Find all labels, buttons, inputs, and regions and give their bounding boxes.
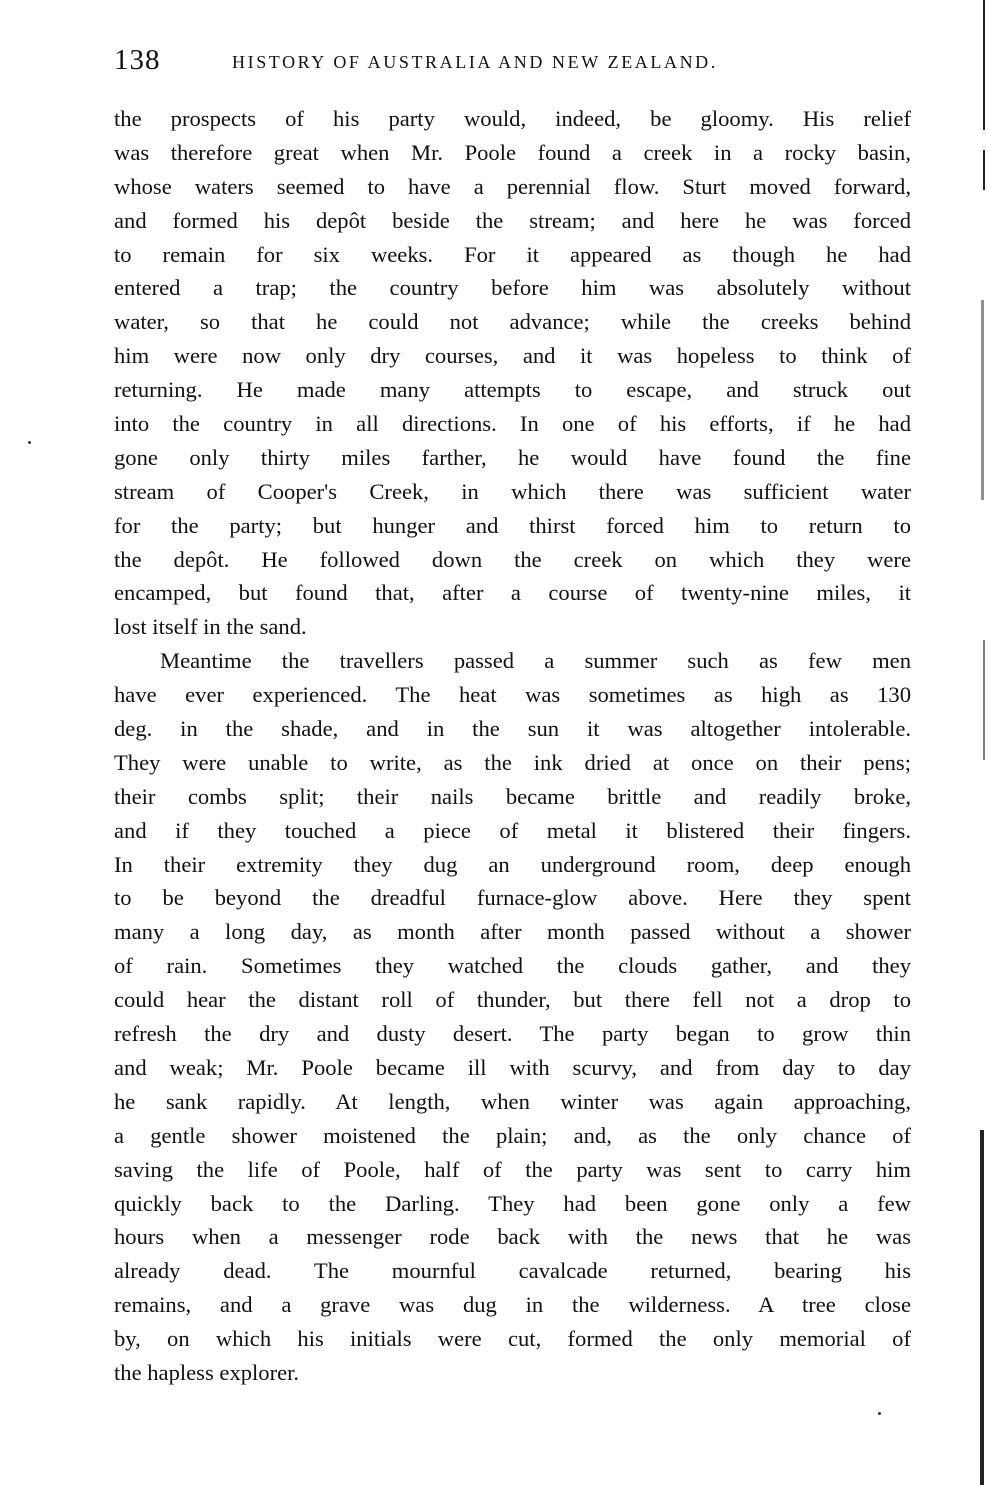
text-line: was therefore great when Mr. Poole found a creek in a rocky basin, bbox=[114, 139, 911, 165]
text-line: many a long day, as month after month passed without a shower bbox=[114, 919, 911, 945]
text-line: whose waters seemed to have a perennial flow. Sturt moved forward, bbox=[114, 173, 911, 199]
text-line: their combs split; their nails became brittle and readily broke, bbox=[114, 783, 911, 809]
text-line: gone only thirty miles farther, he would have found the fine bbox=[114, 444, 911, 470]
text-line: refresh the dry and dusty desert. The party began to grow thin bbox=[114, 1021, 911, 1047]
text-line: and if they touched a piece of metal it blistered their fingers. bbox=[114, 817, 911, 843]
text-line: to be beyond the dreadful furnace-glow above. Here they spent bbox=[114, 885, 911, 911]
text-line: could hear the distant roll of thunder, but there fell not a drop to bbox=[114, 987, 911, 1013]
text-line: They were unable to write, as the ink dried at once on their pens; bbox=[114, 749, 911, 775]
text-line: hours when a messenger rode back with the news that he was bbox=[114, 1224, 911, 1250]
text-line: him were now only dry courses, and it was hopeless to think of bbox=[114, 343, 911, 369]
text-line: water, so that he could not advance; while the creeks behind bbox=[114, 309, 911, 335]
text-line: to remain for six weeks. For it appeared as though he had bbox=[114, 241, 911, 267]
text-line: of rain. Sometimes they watched the clouds gather, and they bbox=[114, 953, 911, 979]
text-line: have ever experienced. The heat was sometimes as high as 130 bbox=[114, 682, 911, 708]
text-line: In their extremity they dug an underground room, deep enough bbox=[114, 851, 911, 877]
text-line: encamped, but found that, after a course of twenty-nine miles, it bbox=[114, 580, 911, 606]
running-title: HISTORY OF AUSTRALIA AND NEW ZEALAND. bbox=[232, 52, 718, 72]
text-line: remains, and a grave was dug in the wilderness. A tree close bbox=[114, 1292, 911, 1318]
text-line: lost itself in the sand. bbox=[114, 614, 307, 640]
text-line: into the country in all directions. In one of his efforts, if he had bbox=[114, 411, 911, 437]
text-line: he sank rapidly. At length, when winter was again approaching, bbox=[114, 1088, 911, 1114]
text-line: returning. He made many attempts to escape, and struck out bbox=[114, 377, 911, 403]
ink-speck bbox=[28, 441, 31, 444]
body-text bbox=[114, 102, 911, 1390]
scanned-page-edge bbox=[979, 0, 985, 1485]
text-line: stream of Cooper's Creek, in which there was sufficient water bbox=[114, 478, 911, 504]
paragraph-1 bbox=[114, 102, 911, 644]
text-line: quickly back to the Darling. They had been gone only a few bbox=[114, 1190, 911, 1216]
text-line: for the party; but hunger and thirst forced him to return to bbox=[114, 512, 911, 538]
text-line: the depôt. He followed down the creek on which they were bbox=[114, 546, 911, 572]
text-line: Meantime the travellers passed a summer such as few men bbox=[160, 648, 911, 674]
ink-speck bbox=[878, 1412, 881, 1415]
text-line: and weak; Mr. Poole became ill with scurvy, and from day to day bbox=[114, 1054, 911, 1080]
text-line: a gentle shower moistened the plain; and, as the only chance of bbox=[114, 1122, 911, 1148]
text-line: deg. in the shade, and in the sun it was altogether intolerable. bbox=[114, 716, 911, 742]
text-line: the prospects of his party would, indeed, be gloomy. His relief bbox=[114, 106, 911, 131]
text-line: saving the life of Poole, half of the party was sent to carry him bbox=[114, 1156, 911, 1182]
text-line: entered a trap; the country before him was absolutely without bbox=[114, 275, 911, 301]
text-line: already dead. The mournful cavalcade returned, bearing his bbox=[114, 1258, 911, 1284]
text-line: the hapless explorer. bbox=[114, 1359, 300, 1385]
paragraph-2 bbox=[114, 644, 911, 1390]
page-number: 138 bbox=[114, 44, 161, 76]
text-line: and formed his depôt beside the stream; and here he was forced bbox=[114, 207, 911, 233]
running-head bbox=[114, 44, 914, 80]
text-line: by, on which his initials were cut, formed the only memorial of bbox=[114, 1326, 911, 1352]
